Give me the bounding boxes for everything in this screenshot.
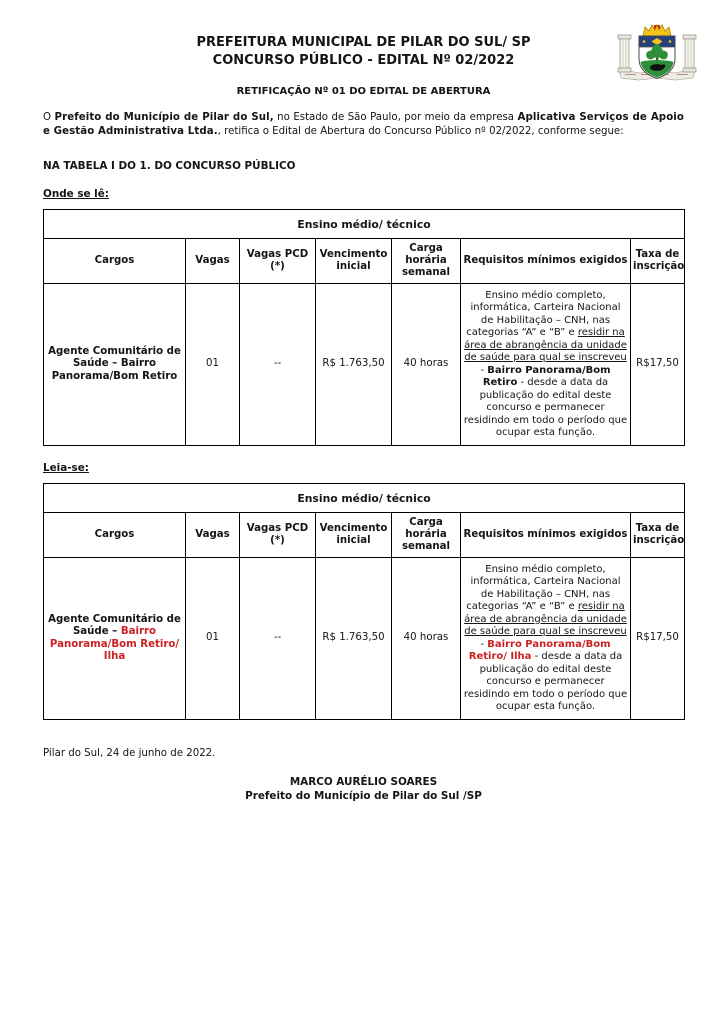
cargo-cell — [44, 284, 186, 446]
table-group-header: Ensino médio/ técnico — [44, 484, 685, 513]
table-row — [44, 284, 685, 446]
requisitos-dash: - — [480, 364, 488, 376]
section-heading: NA TABELA I DO 1. DO CONCURSO PÚBLICO — [43, 160, 296, 172]
col-requisitos: Requisitos mínimos exigidos — [461, 513, 631, 558]
requisitos-text: Ensino médio completo, informática, Carteira Nacional de Habilitação – CNH, nas categorias “A” e “B” e — [466, 289, 621, 338]
signature-name: MARCO AURÉLIO SOARES — [289, 776, 438, 788]
intro-bold-mayor: Prefeito do Município de Pilar do Sul, — [54, 112, 274, 123]
municipal-coat-of-arms-icon — [612, 22, 702, 86]
requisitos-text: Ensino médio completo, informática, Carteira Nacional de Habilitação – CNH, nas categorias “A” e “B” e — [466, 563, 621, 612]
onde-se-le-label: Onde se lê: — [43, 188, 109, 200]
col-carga-horaria: Carga horária semanal — [392, 239, 461, 284]
table-header-row — [44, 239, 685, 284]
intro-paragraph — [43, 111, 684, 138]
vencimento-cell: R$ 1.763,50 — [316, 558, 392, 720]
requisitos-cell — [461, 284, 631, 446]
intro-text-2: no Estado de São Paulo, por meio da empresa — [273, 112, 518, 123]
table-row — [44, 558, 685, 720]
signature-block — [43, 775, 684, 803]
col-vagas-pcd: Vagas PCD (*) — [240, 513, 316, 558]
carga-cell: 40 horas — [392, 558, 461, 720]
cargo-text-red: Bairro Panorama/Bom Retiro/ Ilha — [49, 626, 180, 662]
table-header-row — [44, 513, 685, 558]
requisitos-dash: - — [480, 638, 488, 650]
col-vagas-pcd: Vagas PCD (*) — [240, 239, 316, 284]
leia-se-label: Leia-se: — [43, 462, 89, 474]
title-line-2: CONCURSO PÚBLICO - EDITAL Nº 02/2022 — [212, 53, 515, 68]
cargo-text: Agente Comunitário de Saúde – — [48, 613, 181, 637]
col-cargos: Cargos — [44, 513, 186, 558]
title-line-1: PREFEITURA MUNICIPAL DE PILAR DO SUL/ SP — [196, 35, 531, 50]
intro-bold-company: Aplicativa Serviços de Apoio e Gestão Administrativa Ltda. — [43, 112, 684, 137]
requisitos-underlined: residir na área de abrangência da unidade de saúde para qual se inscreveu — [464, 601, 627, 637]
requisitos-tail: - desde a data da publicação do edital deste concurso e permanecer residindo em todo o período que ocupar esta função. — [463, 377, 628, 438]
requisitos-tail: - desde a data da publicação do edital deste concurso e permanecer residindo em todo o período que ocupar esta função. — [463, 651, 628, 712]
intro-text-1: O — [43, 112, 55, 123]
col-vencimento: Vencimento inicial — [316, 513, 392, 558]
taxa-cell: R$17,50 — [631, 558, 685, 720]
col-requisitos: Requisitos mínimos exigidos — [461, 239, 631, 284]
document-title — [43, 34, 684, 70]
coat-of-arms-svg — [612, 22, 702, 86]
cargo-cell — [44, 558, 186, 720]
vagas-pcd-cell: -- — [240, 558, 316, 720]
col-vencimento: Vencimento inicial — [316, 239, 392, 284]
signature-role: Prefeito do Município de Pilar do Sul /SP — [245, 790, 482, 802]
carga-cell: 40 horas — [392, 284, 461, 446]
col-carga-horaria: Carga horária semanal — [392, 513, 461, 558]
requisitos-cell — [461, 558, 631, 720]
col-vagas: Vagas — [186, 239, 240, 284]
table-onde-se-le — [43, 209, 685, 446]
requisitos-bold-bairro: Bairro Panorama/Bom Retiro — [482, 364, 611, 388]
vagas-cell: 01 — [186, 558, 240, 720]
vencimento-cell: R$ 1.763,50 — [316, 284, 392, 446]
rectification-subtitle: RETIFICAÇÃO Nº 01 DO EDITAL DE ABERTURA — [236, 86, 491, 97]
requisitos-bold-bairro-red: Bairro Panorama/Bom Retiro/ Ilha — [468, 638, 611, 662]
dateline: Pilar do Sul, 24 de junho de 2022. — [43, 748, 216, 759]
taxa-cell: R$17,50 — [631, 284, 685, 446]
intro-text-3: , retifica o Edital de Abertura do Concurso Público nº 02/2022, conforme segue: — [217, 125, 624, 137]
vagas-pcd-cell: -- — [240, 284, 316, 446]
vagas-cell: 01 — [186, 284, 240, 446]
requisitos-underlined: residir na área de abrangência da unidade de saúde para qual se inscreveu — [464, 327, 627, 363]
col-taxa: Taxa de inscrição — [631, 513, 685, 558]
table-group-header: Ensino médio/ técnico — [44, 210, 685, 239]
col-cargos: Cargos — [44, 239, 186, 284]
col-vagas: Vagas — [186, 513, 240, 558]
cargo-text: Agente Comunitário de Saúde – Bairro Panorama/Bom Retiro — [48, 345, 181, 382]
table-leia-se — [43, 483, 685, 720]
col-taxa: Taxa de inscrição — [631, 239, 685, 284]
